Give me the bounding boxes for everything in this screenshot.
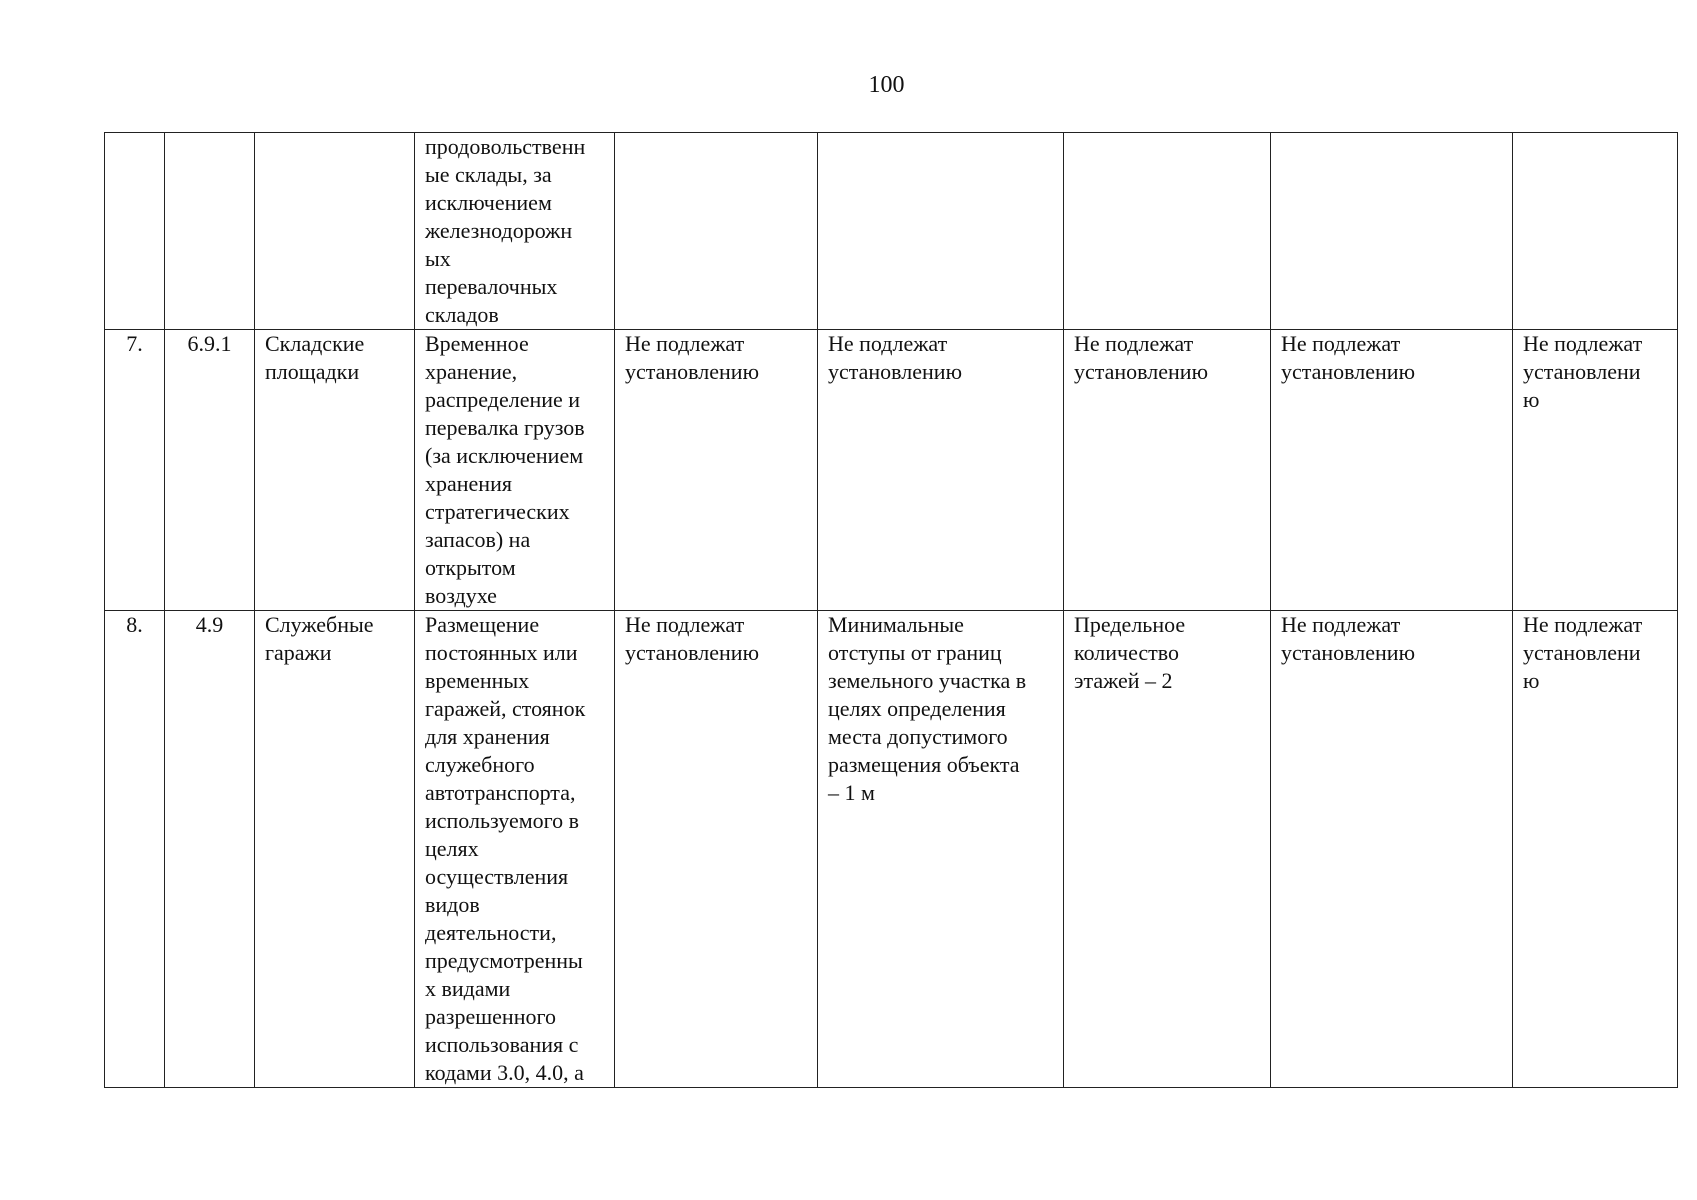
param-cell: Предельное количество этажей – 2 (1074, 612, 1186, 693)
param-cell: Не подлежат установлению (828, 331, 963, 384)
param-cell: Минимальные отступы от границ земельного участка в целях определения места допустимого размещения объекта – 1 м (828, 612, 1027, 805)
use-name: Служебные гаражи (265, 612, 374, 665)
use-code: 6.9.1 (187, 331, 232, 356)
table-row (105, 133, 1678, 330)
use-description: Размещение постоянных или временных гаражей, стоянок для хранения служебного автотранспорта, используемого в целях осуществления видов деятельности, предусмотренны х видами разрешенного использования с кодами 3.0, 4.0, а (425, 612, 586, 1085)
use-description: Временное хранение, распределение и перевалка грузов (за исключением хранения стратегических запасов) на открытом воздухе (425, 331, 585, 608)
table-row (105, 330, 1678, 611)
table-row (105, 611, 1678, 1088)
param-cell: Не подлежат установлению (1281, 331, 1416, 384)
param-cell: Не подлежат установлению (625, 331, 760, 384)
use-code: 4.9 (195, 612, 224, 637)
use-description: продовольственн ые склады, за исключением железнодорожн ых перевалочных складов (425, 134, 586, 327)
param-cell: Не подлежат установлению (1074, 331, 1209, 384)
row-number: 7. (126, 331, 143, 356)
param-cell: Не подлежат установлению (625, 612, 760, 665)
row-number: 8. (126, 612, 143, 637)
regulations-table (104, 132, 1678, 1088)
param-cell: Не подлежат установлени ю (1523, 612, 1643, 693)
use-name: Складские площадки (265, 331, 365, 384)
page-number: 100 (868, 72, 905, 98)
param-cell: Не подлежат установлени ю (1523, 331, 1643, 412)
param-cell: Не подлежат установлению (1281, 612, 1416, 665)
